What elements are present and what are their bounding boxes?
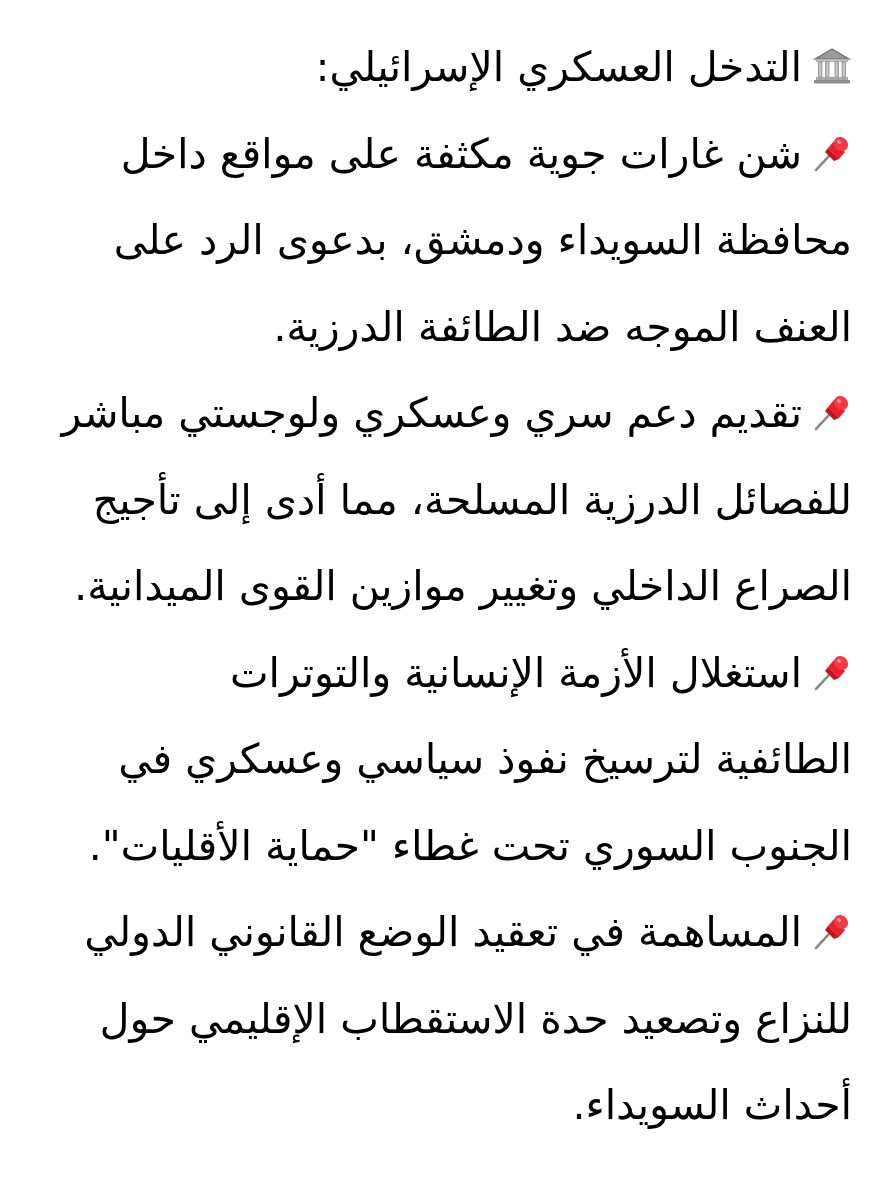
point-2-line-1 [40, 370, 852, 457]
section-heading: التدخل العسكري الإسرائيلي: [315, 43, 802, 91]
pushpin-icon [812, 392, 852, 432]
point-2-line-2 [40, 457, 852, 544]
pushpin-icon [812, 133, 852, 173]
point-1-text-line-1: شن غارات جوية مكثفة على مواقع داخل [120, 129, 802, 178]
point-3-line-3 [40, 803, 852, 890]
point-2-text-line-3: الصراع الداخلي وتغيير موازين القوى الميدانية. [74, 562, 852, 610]
document-body [40, 24, 852, 1149]
point-4-line-2 [40, 976, 852, 1063]
point-3-line-1 [40, 630, 852, 717]
point-2-text-line-2: للفصائل الدرزية المسلحة، مما أدى إلى تأجيج [92, 475, 852, 524]
point-3-line-2 [40, 716, 852, 803]
point-4-text-line-2: للنزاع وتصعيد حدة الاستقطاب الإقليمي حول [99, 994, 852, 1043]
point-4-text-line-3: أحداث السويداء. [572, 1081, 852, 1129]
point-4-line-3 [40, 1062, 852, 1149]
point-3-text-line-3: الجنوب السوري تحت غطاء "حماية الأقليات". [88, 821, 852, 870]
point-4-line-1 [40, 889, 852, 976]
point-1-line-1 [40, 111, 852, 198]
point-2-line-3 [40, 543, 852, 630]
point-4-text-line-1: المساهمة في تعقيد الوضع القانوني الدولي [84, 908, 802, 956]
heading-line [40, 24, 852, 111]
point-3-text-line-1: استغلال الأزمة الإنسانية والتوترات [229, 648, 802, 697]
point-1-line-3 [40, 284, 852, 371]
classical-building-icon [812, 46, 852, 86]
point-3-text-line-2: الطائفية لترسيخ نفوذ سياسي وعسكري في [118, 735, 852, 783]
point-1-line-2 [40, 197, 852, 284]
point-1-text-line-2: محافظة السويداء ودمشق، بدعوى الرد على [113, 216, 852, 264]
point-2-text-line-1: تقديم دعم سري وعسكري ولوجستي مباشر [61, 389, 802, 437]
pushpin-icon [812, 911, 852, 951]
point-1-text-line-3: العنف الموجه ضد الطائفة الدرزية. [273, 302, 852, 351]
pushpin-icon [812, 652, 852, 692]
